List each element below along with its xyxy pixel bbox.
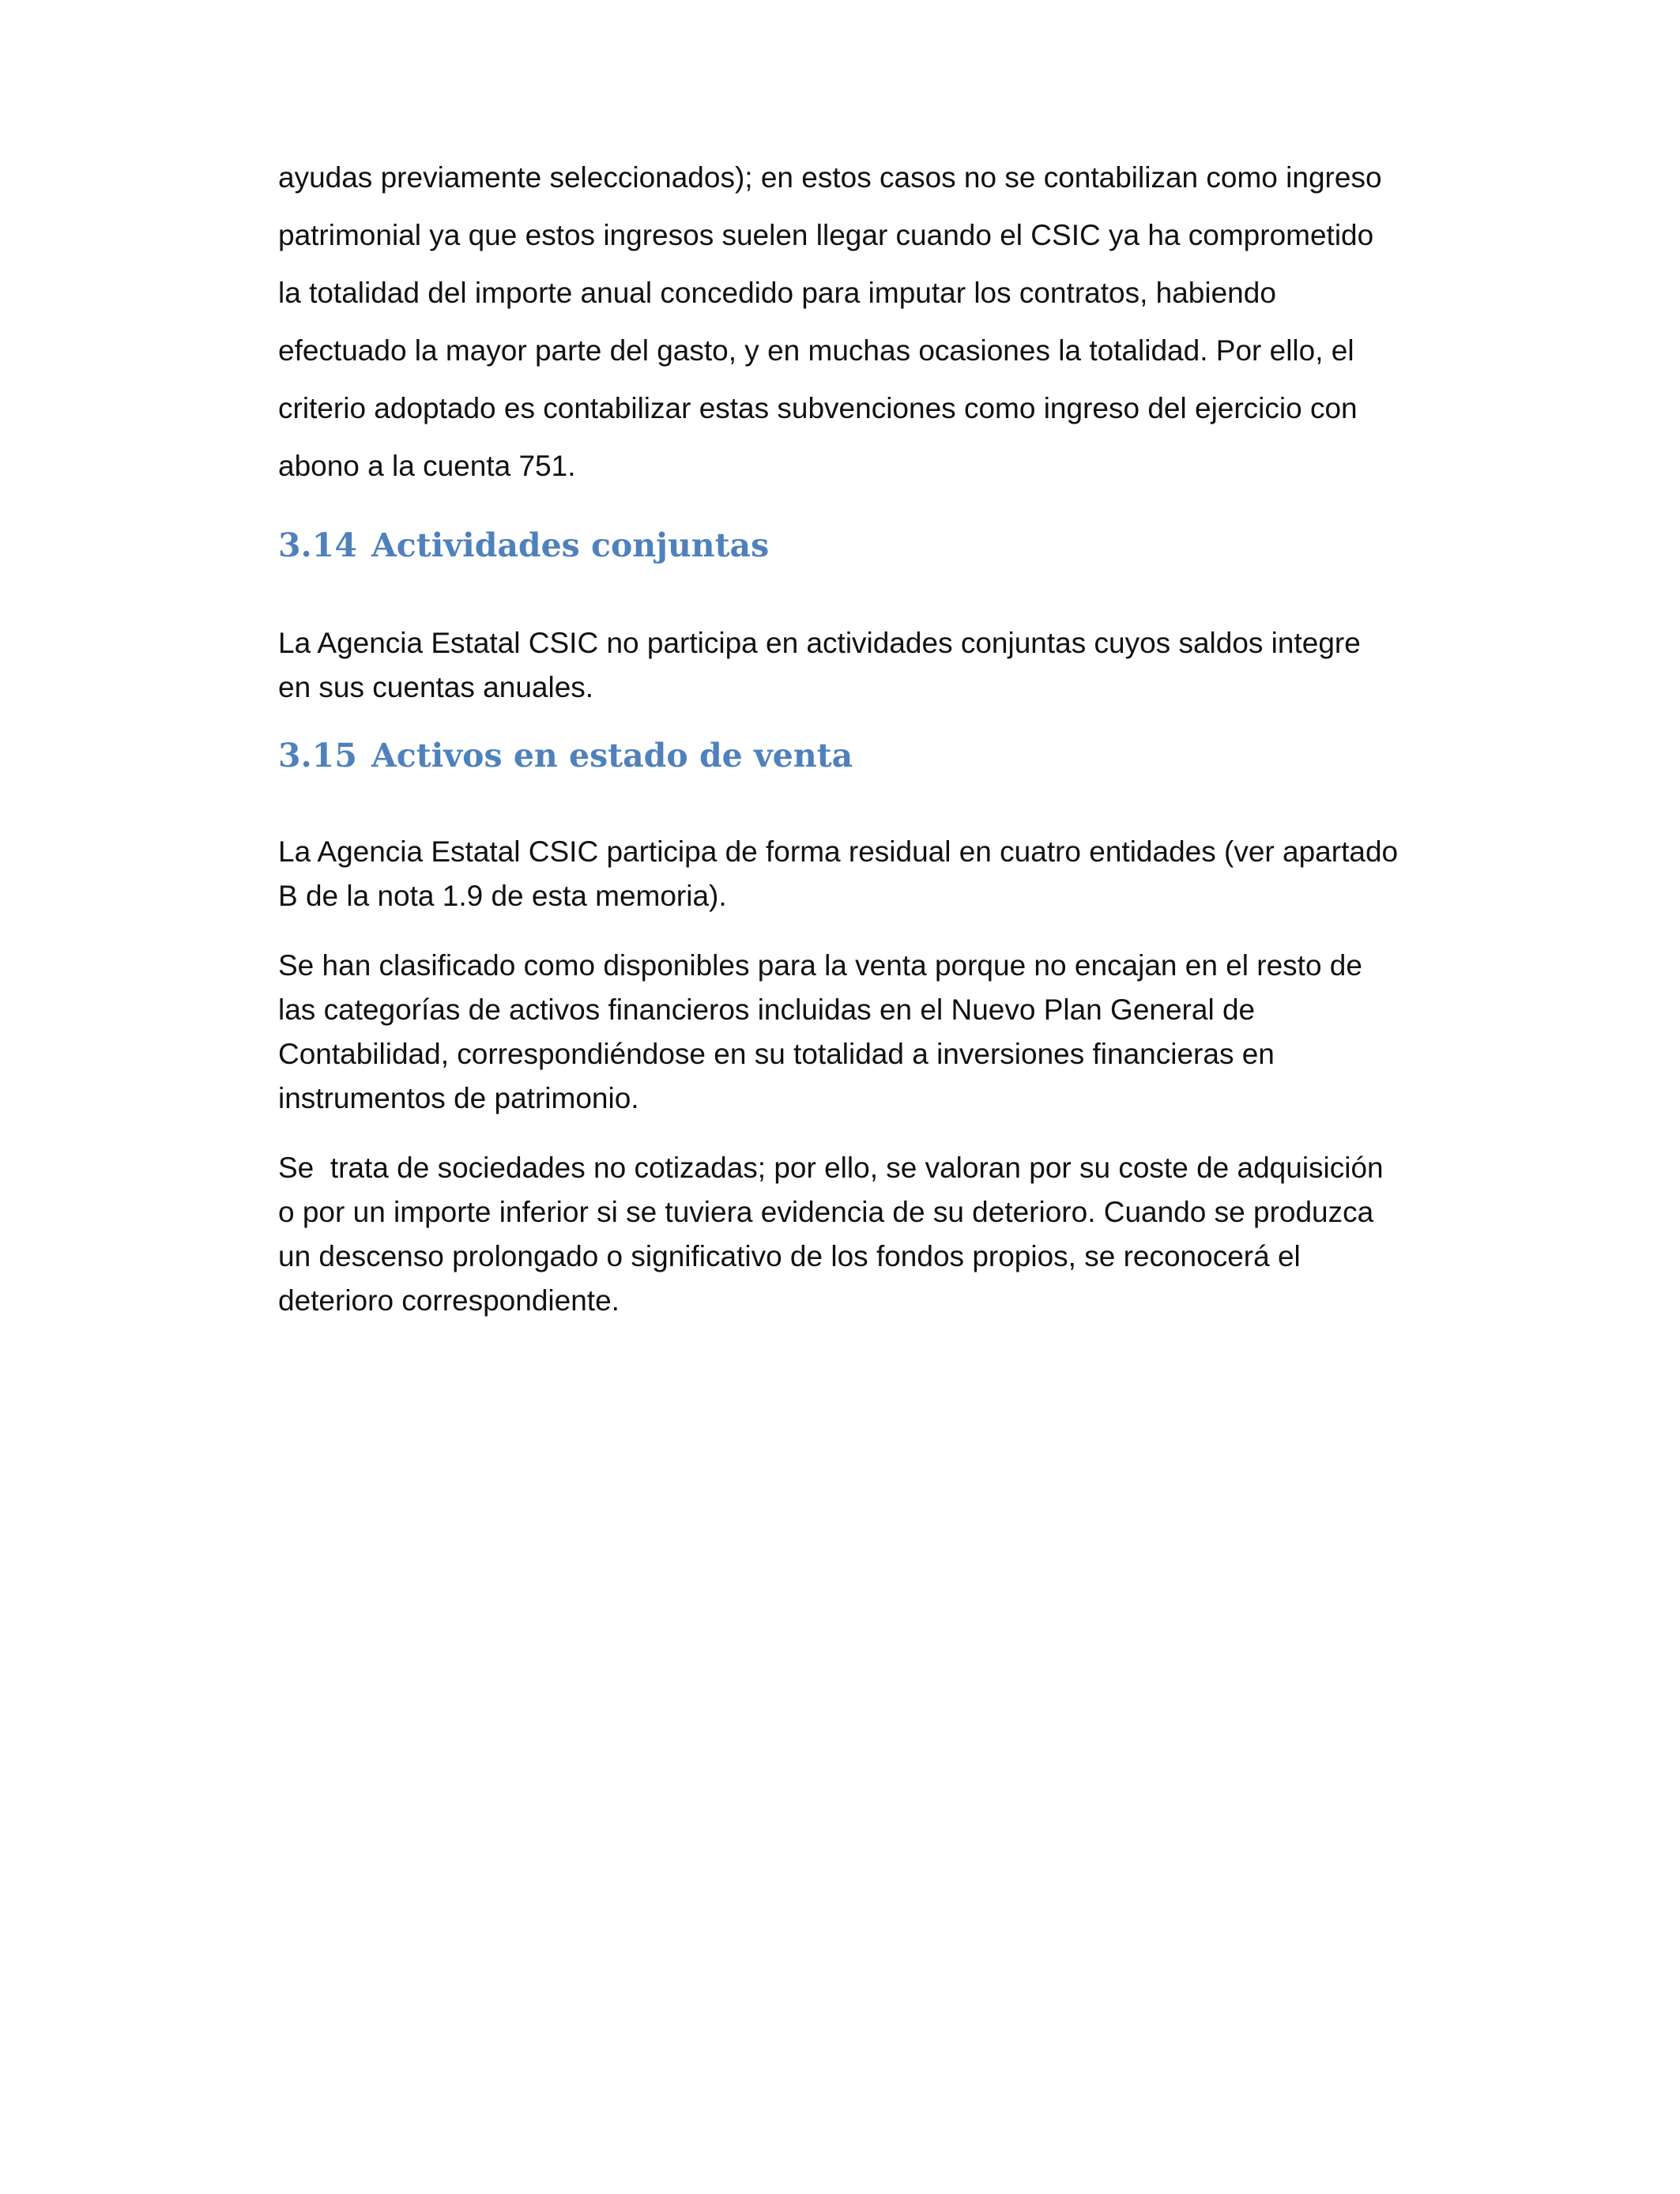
section-3-15-paragraph-2: Se han clasificado como disponibles para la venta porque no encajan en el resto de las categorías de activos financieros incluidas en el Nuevo Plan General de Contabilidad, correspondiéndose en su totalidad a inversiones financieras en instrumentos de patrimonio. (278, 949, 1362, 1114)
section-number: 3.15 (278, 737, 357, 775)
section-number: 3.14 (278, 526, 357, 564)
section-3-15-paragraph-3: Se trata de sociedades no cotizadas; por ello, se valoran por su coste de adquisición o por un importe inferior si se tuviera evidencia de su deterioro. Cuando se produzca un descenso prolongado o significativo de los fondos propios, se reconocerá el deterioro correspondiente. (278, 1152, 1392, 1317)
intro-paragraph: ayudas previamente seleccionados); en estos casos no se contabilizan como ingreso patrimonial ya que estos ingresos suelen llegar cuando el CSIC ya ha comprometido la totalidad del importe anual concedido para imputar los contratos, habiendo efectuado la mayor parte del gasto, y en muchas ocasiones la totalidad. Por ello, el criterio adoptado es contabilizar estas subvenciones como ingreso del ejercicio con abono a la cuenta 751. (278, 161, 1382, 482)
section-3-15-paragraph-1: La Agencia Estatal CSIC participa de forma residual en cuatro entidades (ver apartado B de la nota 1.9 de esta memoria). (278, 835, 1399, 912)
section-title: Actividades conjuntas (371, 526, 770, 564)
section-3-14-paragraph: La Agencia Estatal CSIC no participa en actividades conjuntas cuyos saldos integre en sus cuentas anuales. (278, 627, 1361, 703)
section-heading-3-15 (278, 733, 1400, 778)
section-title: Activos en estado de venta (371, 737, 853, 775)
document-page (278, 149, 1400, 1323)
section-heading-3-14 (278, 523, 1400, 567)
